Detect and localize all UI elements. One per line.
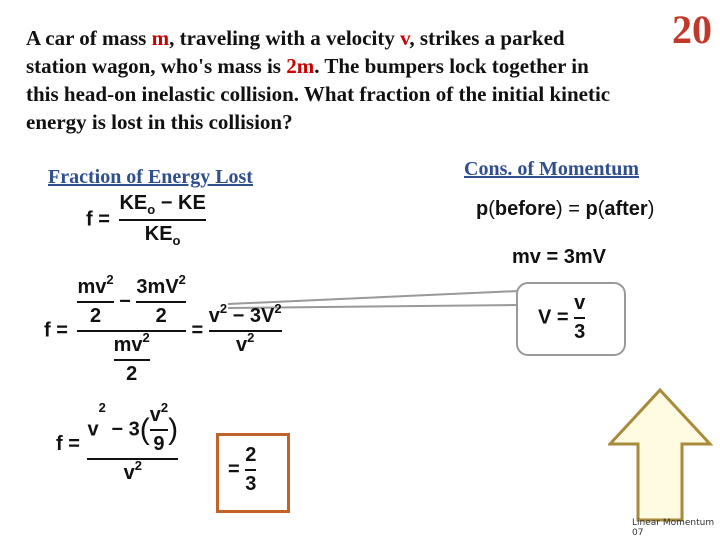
equation-mv-3mV: mv = 3mV xyxy=(512,246,606,268)
equation-fraction-definition: f = $\frac{KE_o - KE}{KE_o}$ xyxy=(86,192,206,248)
mass-symbol: m xyxy=(151,26,170,50)
heading-conservation-momentum: Cons. of Momentum xyxy=(464,158,639,180)
equation-fraction-result: f = $v^2 - 3$( $\frac{v^2}{9}$ ) $v^2$ xyxy=(56,400,179,484)
slide-number: 20 xyxy=(672,7,712,52)
wagon-mass: 2m xyxy=(286,54,315,78)
equation-V-equals-v-over-3: V = $\frac{v}{3}$ xyxy=(538,292,586,343)
equation-fraction-substituted: f = $\frac{mv^2}{2}$ − $\frac{3mV^2}{2}$ $\frac{mv^2}{2}$ = $\frac{v^2 - 3V^2}{v^2}$ xyxy=(44,272,282,385)
footer-label: Linear Momentum 07 xyxy=(632,518,715,538)
problem-statement: A car of mass m, traveling with a velocity v, strikes a parked station wagon, who's mass is 2m. The bumpers lock together in this head-on inelastic collision. What fraction of the initial kinetic energy is lost in this collision? xyxy=(26,26,611,134)
up-arrow-icon[interactable] xyxy=(608,386,720,526)
answer-two-thirds: = $\frac{2}{3}$ xyxy=(228,444,257,495)
velocity-symbol: v xyxy=(400,26,410,50)
equation-momentum: p(before) = p(after) xyxy=(476,198,655,220)
heading-fraction-energy-lost: Fraction of Energy Lost xyxy=(48,166,253,188)
